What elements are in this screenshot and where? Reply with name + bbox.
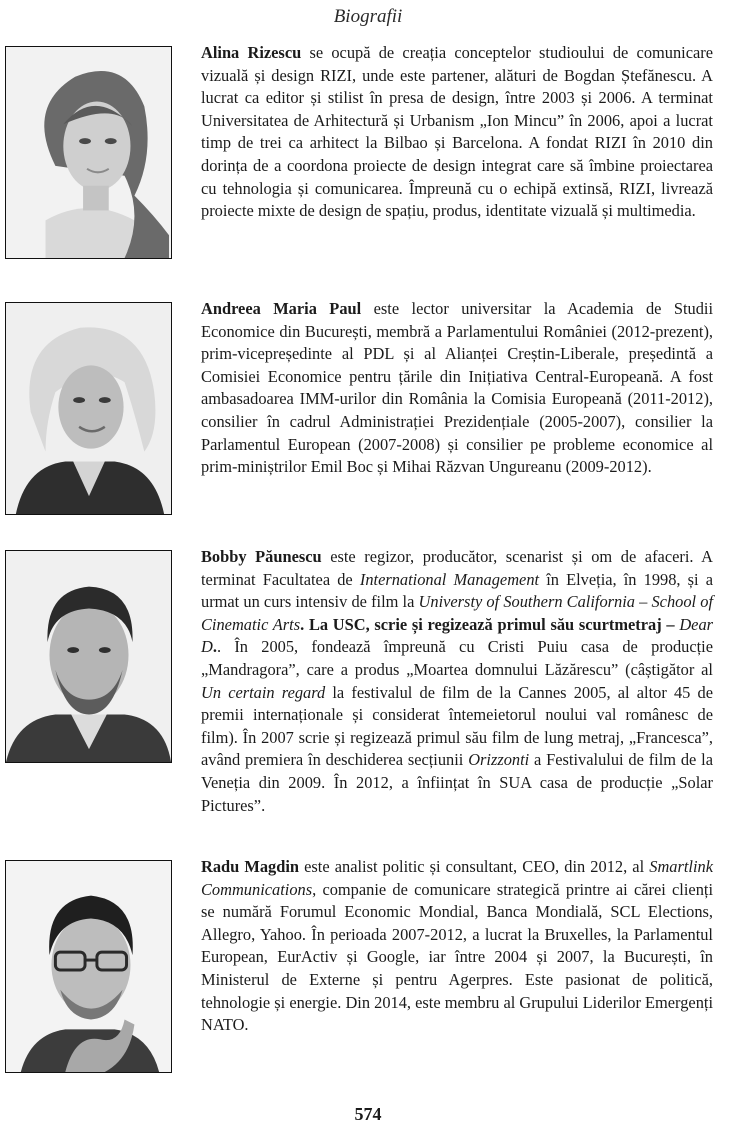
bio-text: Andreea Maria Paul este lector universitar la Academia de Studii Economice din București, membră a Parlamentului României (2012-prezent), prim-vicepreședinte al PDL și al Alianței Creștin-Liberale, președintă a Comisiei Economice pentru țările din Inițiativa Central-Europeană. A fost ambasadoarea IMM-urilor din România la Comisia Europeană (2011-2012), consilier în cadrul Administrației Prezidențiale (2005-2007), consilier la Parlamentul European (2007-2008) și consilier pe probleme economice al prim-miniștrilor Emil Boc și Mihai Răzvan Ungureanu (2009-2012). — [201, 299, 713, 477]
portrait-photo — [5, 860, 172, 1073]
running-header: Biografii — [333, 6, 403, 27]
person-name: Bobby Păunescu — [201, 547, 322, 566]
page-number: 574 — [354, 1104, 382, 1124]
person-name: Radu Magdin — [201, 857, 300, 876]
bio-text: Radu Magdin este analist politic și consultant, CEO, din 2012, al Smartlink Communications, companie de comunicare strategică printre ai cărei clienți se numără Forumul Economic Mondial, Banca Mondială, SCL Elections, Allegro, Yahoo. În perioada 2007-2012, a lucrat la Bruxelles, la Parlamentul European, EurActiv și Google, iar între 2004 și 2007, la București, în Ministerul de Externe și pentru Agerpres. Este pasionat de politică, tehnologie și energie. Din 2014, este membru al Grupului Liderilor Emergenți NATO. — [201, 857, 713, 1035]
person-name: Alina Rizescu — [201, 43, 302, 62]
portrait-photo — [5, 302, 172, 515]
bio-text: Bobby Păunescu este regizor, producător, scenarist și om de afaceri. A terminat Facultatea de International Management în Elveția, în 1998, și a urmat un curs intensiv de film la Universty of Southern California – School of Cinematic Arts. La USC, scrie și regizează primul său scurtmetraj – Dear D.. În 2005, fondează împreună cu Cristi Puiu casa de producție „Mandragora”, care a produs „Moartea domnului Lăzărescu” (câștigător al Un certain regard la festivalul de film de la Cannes 2005, al altor 45 de premii internaționale și considerat întemeietorul noului val românesc de film). În 2007 scrie și regizează primul său film de lung metraj, „Francesca”, având premiera în deschiderea secțiunii Orizzonti a Festivalului de film de la Veneția din 2009. În 2012, a înființat în SUA casa de producție „Solar Pictures”. — [201, 547, 714, 815]
portrait-photo — [5, 550, 172, 763]
person-name: Andreea Maria Paul — [201, 299, 362, 318]
portrait-photo — [5, 46, 172, 259]
bio-text: Alina Rizescu se ocupă de creația conceptelor studioului de comunicare vizuală și design RIZI, unde este partener, alături de Bogdan Ștefănescu. A lucrat ca editor și stilist în presa de design, între 2003 și 2006. A terminat Universitatea de Arhitectură și Urbanism „Ion Mincu” în 2006, apoi a lucrat timp de trei ca arhitect la Bilbao și Barcelona. A fondat RIZI în 2010 din dorința de a coordona proiecte de design integrat care să îmbine proiectarea cu tehnologia și comunicarea. Împreună cu o echipă extinsă, RIZI, livrează proiecte mixte de design de spațiu, produs, identitate vizuală și multimedia. — [201, 43, 713, 221]
